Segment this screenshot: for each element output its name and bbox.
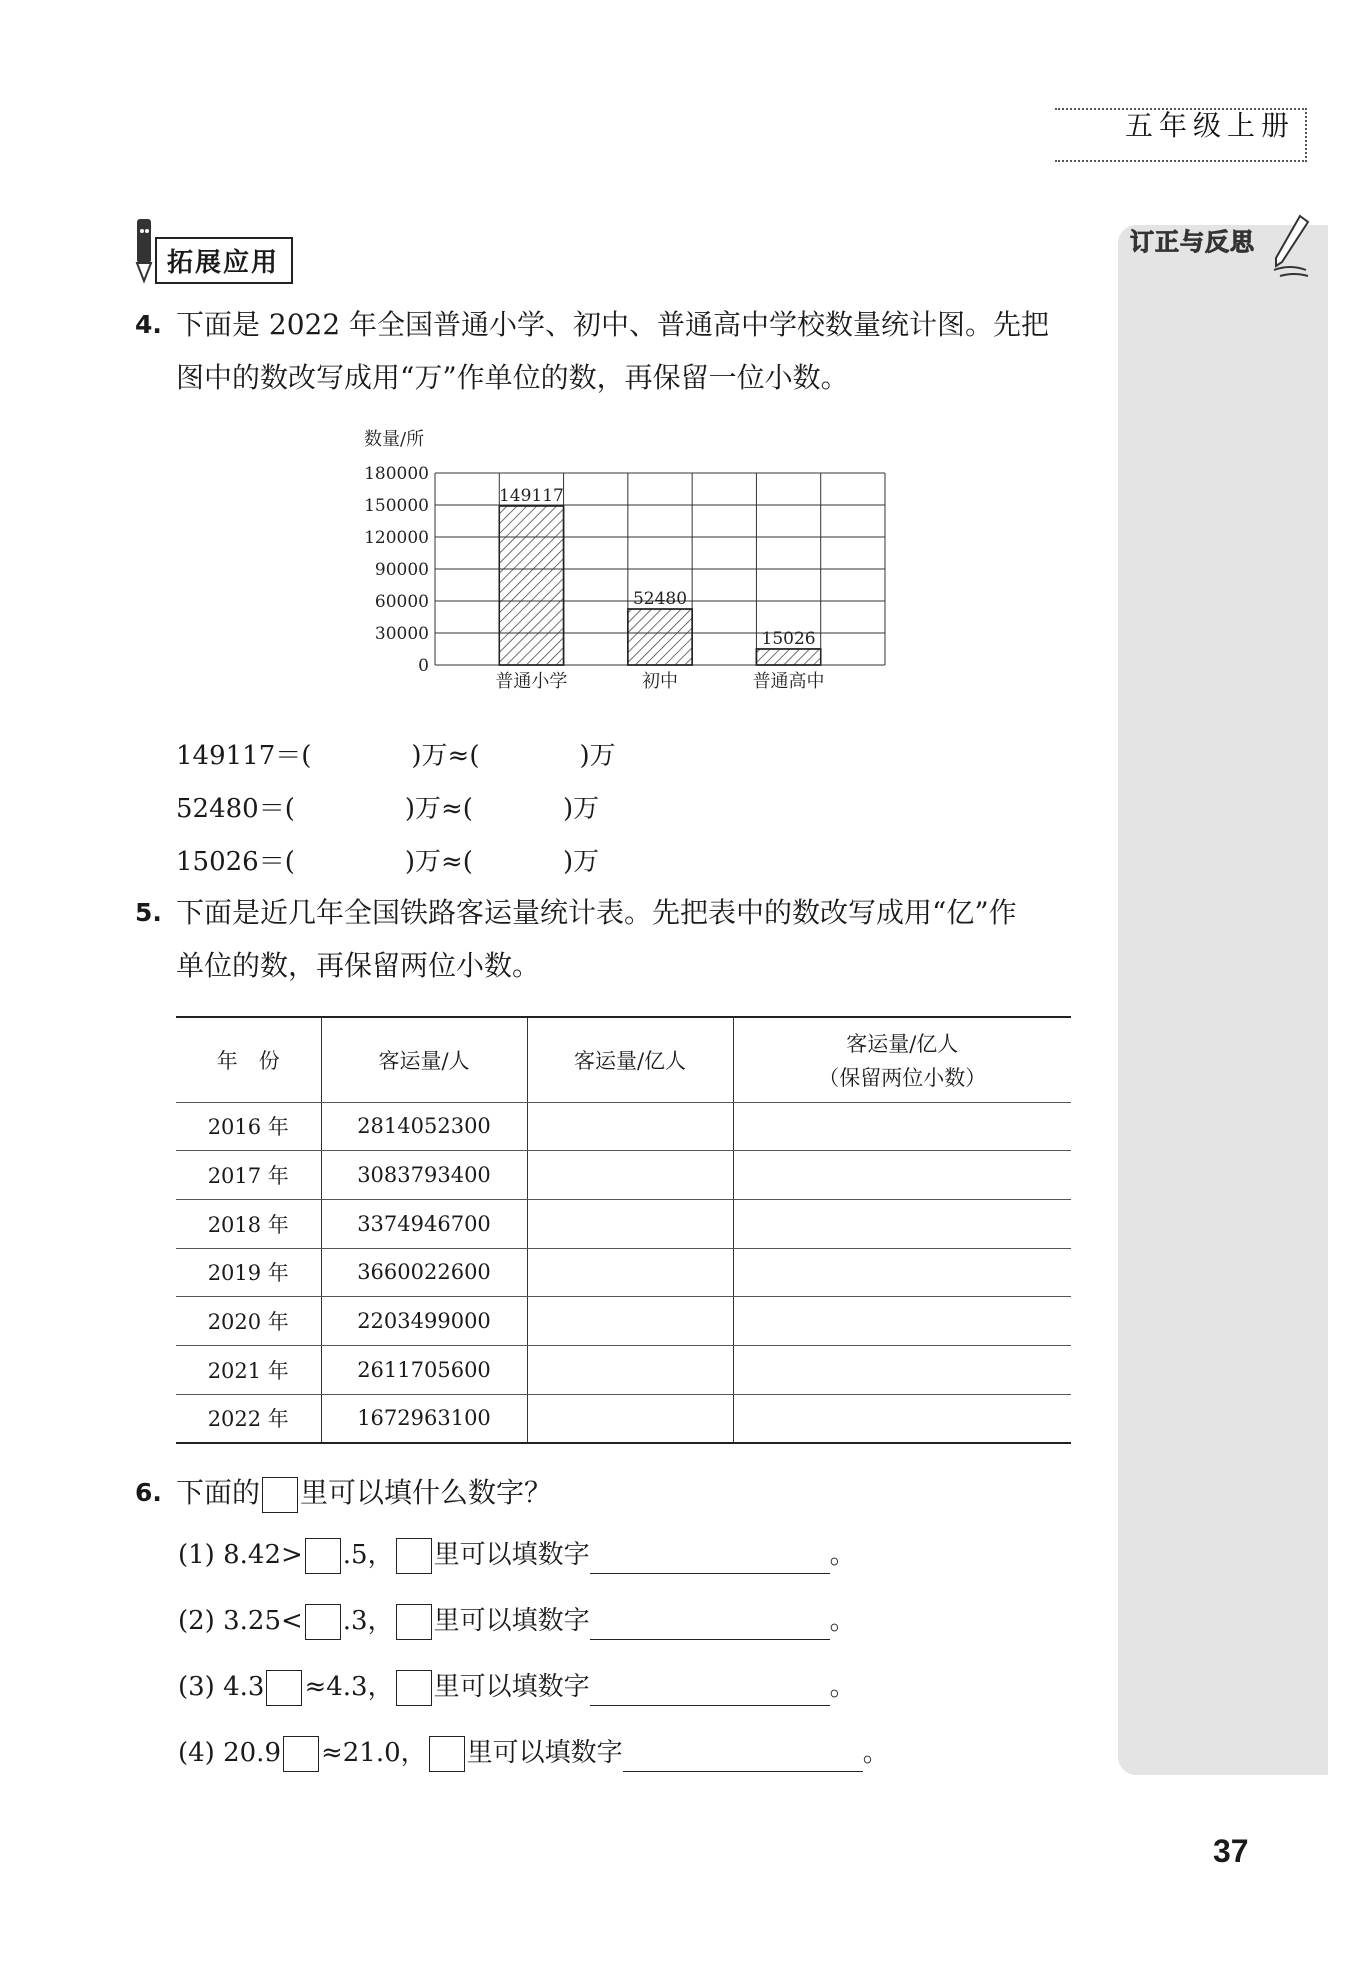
y-tick-label: 180000 bbox=[364, 464, 429, 484]
period: 。 bbox=[862, 1738, 889, 1768]
answer-box[interactable] bbox=[305, 1538, 341, 1574]
answer-box bbox=[396, 1538, 432, 1574]
question-number: 5. bbox=[135, 898, 162, 927]
table-header-note: （保留两位小数） bbox=[818, 1065, 987, 1090]
table-header: 客运量/亿人 bbox=[527, 1017, 733, 1102]
year-cell: 2021 年 bbox=[176, 1345, 321, 1394]
table-row bbox=[176, 1248, 1071, 1297]
passenger-table bbox=[176, 1016, 1071, 1444]
period: 。 bbox=[829, 1540, 856, 1570]
chart-bars bbox=[499, 486, 821, 665]
value-cell: 2203499000 bbox=[321, 1297, 527, 1346]
rounded-answer-cell[interactable] bbox=[733, 1345, 1071, 1394]
rounded-answer-cell[interactable] bbox=[733, 1102, 1071, 1151]
answer-line bbox=[176, 841, 599, 878]
bar bbox=[628, 609, 692, 665]
chart-yticks bbox=[364, 464, 429, 676]
value-cell: 3660022600 bbox=[321, 1248, 527, 1297]
period: 。 bbox=[829, 1606, 856, 1636]
value-cell: 2814052300 bbox=[321, 1102, 527, 1151]
answer-right: )万 bbox=[562, 847, 600, 877]
answer-box[interactable] bbox=[283, 1736, 319, 1772]
year-cell: 2016 年 bbox=[176, 1102, 321, 1151]
table-row bbox=[176, 1394, 1071, 1443]
answer-cell[interactable] bbox=[527, 1102, 733, 1151]
answer-mid: )万≈( bbox=[411, 741, 480, 771]
page-number: 37 bbox=[1213, 1833, 1249, 1869]
year-cell: 2022 年 bbox=[176, 1394, 321, 1443]
y-tick-label: 90000 bbox=[374, 560, 429, 580]
side-panel-title: 订正与反思 bbox=[1130, 228, 1255, 256]
sub-question-label: (4) 20.9 bbox=[178, 1738, 281, 1768]
table-row bbox=[176, 1151, 1071, 1200]
x-category-label: 初中 bbox=[642, 671, 678, 692]
bar bbox=[756, 649, 820, 665]
fill-text: 里可以填数字 bbox=[433, 1672, 590, 1702]
value-cell: 1672963100 bbox=[321, 1394, 527, 1443]
table-header-main: 客运量/亿人 bbox=[846, 1031, 959, 1056]
fill-text: 里可以填数字 bbox=[433, 1540, 590, 1570]
question-text: 下面是近几年全国铁路客运量统计表。先把表中的数改写成用“亿”作 bbox=[176, 896, 1017, 929]
x-category-label: 普通小学 bbox=[495, 671, 568, 692]
sub-question bbox=[178, 1604, 856, 1640]
table-row bbox=[176, 1102, 1071, 1151]
table-header: 年 份 bbox=[176, 1017, 321, 1102]
table-header bbox=[733, 1017, 1071, 1102]
sub-question-label: (1) 8.42> bbox=[178, 1540, 303, 1570]
year-cell: 2017 年 bbox=[176, 1151, 321, 1200]
y-tick-label: 150000 bbox=[364, 496, 429, 516]
sub-question-mid: ≈21.0， bbox=[320, 1738, 427, 1768]
chart-ylabel: 数量/所 bbox=[364, 429, 425, 450]
sub-question-mid: ≈4.3， bbox=[304, 1672, 394, 1702]
x-category-label: 普通高中 bbox=[752, 671, 825, 692]
question-number: 6. bbox=[135, 1478, 162, 1507]
answer-mid: )万≈( bbox=[404, 847, 473, 877]
question-text: 下面是 2022 年全国普通小学、初中、普通高中学校数量统计图。先把 bbox=[176, 308, 1050, 341]
answer-box bbox=[396, 1604, 432, 1640]
answer-blank[interactable] bbox=[590, 1609, 830, 1640]
side-panel bbox=[1118, 225, 1328, 1775]
question-number: 4. bbox=[135, 310, 162, 339]
grade-title: 五年级上册 bbox=[1124, 109, 1295, 142]
fill-text: 里可以填数字 bbox=[466, 1738, 623, 1768]
answer-left: 149117＝( bbox=[176, 741, 312, 771]
answer-box bbox=[262, 1477, 298, 1513]
rounded-answer-cell[interactable] bbox=[733, 1297, 1071, 1346]
sub-question bbox=[178, 1736, 889, 1772]
question-text: 单位的数，再保留两位小数。 bbox=[176, 949, 541, 982]
sub-question-label: (2) 3.25< bbox=[178, 1606, 303, 1636]
sub-question-mid: .5， bbox=[342, 1540, 394, 1570]
year-cell: 2018 年 bbox=[176, 1199, 321, 1248]
table-row bbox=[176, 1297, 1071, 1346]
section-title: 拓展应用 bbox=[155, 237, 293, 284]
rounded-answer-cell[interactable] bbox=[733, 1151, 1071, 1200]
y-tick-label: 120000 bbox=[364, 528, 429, 548]
answer-cell[interactable] bbox=[527, 1297, 733, 1346]
y-tick-label: 30000 bbox=[374, 624, 429, 644]
answer-box bbox=[396, 1670, 432, 1706]
year-cell: 2020 年 bbox=[176, 1297, 321, 1346]
bar-data-label: 149117 bbox=[498, 485, 564, 506]
question-text-pre: 下面的 bbox=[176, 1476, 261, 1509]
answer-blank[interactable] bbox=[590, 1543, 830, 1574]
answer-right: )万 bbox=[562, 794, 600, 824]
rounded-answer-cell[interactable] bbox=[733, 1248, 1071, 1297]
bar-chart bbox=[350, 425, 910, 715]
period: 。 bbox=[829, 1672, 856, 1702]
sub-question-label: (3) 4.3 bbox=[178, 1672, 265, 1702]
sub-question-mid: .3， bbox=[342, 1606, 394, 1636]
sub-question bbox=[178, 1670, 856, 1706]
fill-text: 里可以填数字 bbox=[433, 1606, 590, 1636]
answer-line bbox=[176, 735, 616, 772]
value-cell: 3083793400 bbox=[321, 1151, 527, 1200]
answer-blank[interactable] bbox=[623, 1741, 863, 1772]
answer-mid: )万≈( bbox=[404, 794, 473, 824]
answer-box[interactable] bbox=[266, 1670, 302, 1706]
answer-left: 15026＝( bbox=[176, 847, 295, 877]
question-text-post: 里可以填什么数字？ bbox=[300, 1476, 553, 1509]
bar-data-label: 52480 bbox=[632, 589, 688, 610]
pen-icon bbox=[1270, 212, 1312, 282]
value-cell: 2611705600 bbox=[321, 1345, 527, 1394]
bar-data-label: 15026 bbox=[761, 628, 816, 649]
table-row bbox=[176, 1345, 1071, 1394]
table-row bbox=[176, 1199, 1071, 1248]
answer-blank[interactable] bbox=[590, 1675, 830, 1706]
y-tick-label: 60000 bbox=[374, 592, 429, 612]
question-text: 图中的数改写成用“万”作单位的数，再保留一位小数。 bbox=[176, 361, 849, 394]
answer-line bbox=[176, 788, 599, 825]
question-text bbox=[176, 1466, 552, 1519]
rounded-answer-cell[interactable] bbox=[733, 1199, 1071, 1248]
year-cell: 2019 年 bbox=[176, 1248, 321, 1297]
sub-question bbox=[178, 1538, 856, 1574]
answer-cell[interactable] bbox=[527, 1199, 733, 1248]
answer-right: )万 bbox=[579, 741, 616, 771]
answer-cell[interactable] bbox=[527, 1345, 733, 1394]
value-cell: 3374946700 bbox=[321, 1199, 527, 1248]
table-header: 客运量/人 bbox=[321, 1017, 527, 1102]
bar bbox=[499, 506, 563, 665]
answer-box[interactable] bbox=[305, 1604, 341, 1640]
rounded-answer-cell[interactable] bbox=[733, 1394, 1071, 1443]
y-tick-label: 0 bbox=[418, 656, 429, 676]
answer-cell[interactable] bbox=[527, 1248, 733, 1297]
answer-cell[interactable] bbox=[527, 1394, 733, 1443]
answer-box bbox=[429, 1736, 465, 1772]
answer-cell[interactable] bbox=[527, 1151, 733, 1200]
answer-left: 52480＝( bbox=[176, 794, 295, 824]
chart-xlabels bbox=[495, 671, 824, 692]
